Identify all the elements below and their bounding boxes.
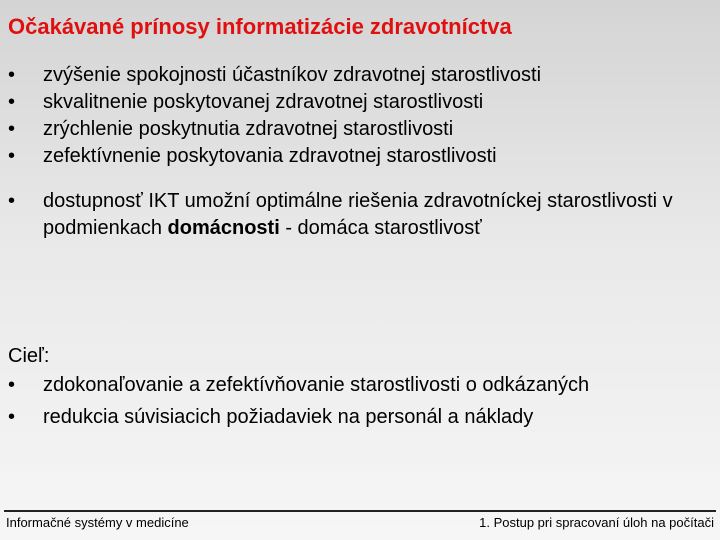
footer-chapter-name: 1. Postup pri spracovaní úloh na počítači (479, 515, 714, 530)
benefits-list (0, 62, 720, 242)
bullet-marker: • (8, 64, 16, 86)
goal-text: redukcia súvisiacich požiadaviek na personál a náklady (43, 406, 534, 428)
list-item (0, 62, 720, 89)
slide-title: Očakávané prínosy informatizácie zdravotníctva (8, 14, 512, 39)
bullet-text (43, 188, 710, 242)
bullet-text: skvalitnenie poskytovanej zdravotnej starostlivosti (43, 91, 484, 113)
bullet-text: zefektívnenie poskytovania zdravotnej starostlivosti (43, 145, 497, 167)
ikt-text-bold: domácnosti (167, 217, 280, 239)
bullet-text: zvýšenie spokojnosti účastníkov zdravotnej starostlivosti (43, 64, 542, 86)
goal-heading: Cieľ: (8, 345, 50, 367)
list-item (0, 143, 720, 170)
footer-divider (4, 510, 716, 512)
goal-list (0, 372, 720, 431)
ikt-text-end: - domáca starostlivosť (279, 217, 482, 239)
goal-text: zdokonaľovanie a zefektívňovanie starostlivosti o odkázaných (43, 374, 590, 396)
bullet-marker: • (8, 145, 16, 167)
footer-course-name: Informačné systémy v medicíne (6, 515, 189, 530)
bullet-marker: • (8, 374, 16, 396)
list-item (0, 372, 720, 399)
ikt-text-start: dostupnosť IKT umožní optimálne riešenia zdravotníckej starostlivosti v podmienkach (43, 190, 673, 239)
bullet-marker: • (8, 118, 16, 140)
list-item-ikt (0, 188, 720, 242)
bullet-text: zrýchlenie poskytnutia zdravotnej starostlivosti (43, 118, 454, 140)
list-item (0, 89, 720, 116)
list-item (0, 404, 720, 431)
bullet-marker: • (8, 190, 16, 212)
bullet-marker: • (8, 406, 16, 428)
list-item (0, 116, 720, 143)
bullet-marker: • (8, 91, 16, 113)
